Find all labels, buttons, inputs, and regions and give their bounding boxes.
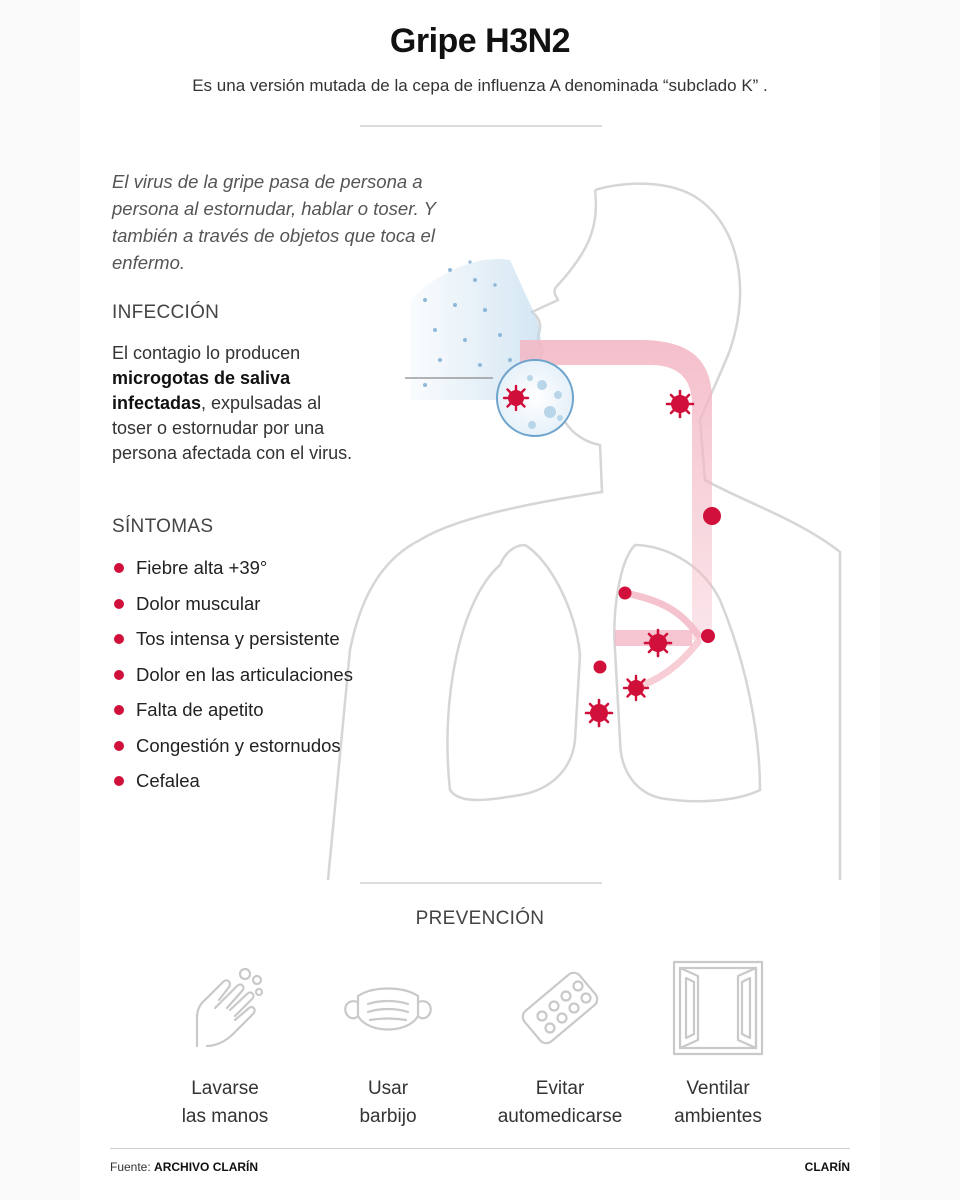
- bullet-dot-icon: [114, 563, 124, 573]
- symptom-item: [112, 697, 353, 733]
- prevention-item-mask: [313, 958, 463, 1131]
- symptom-label: Fiebre alta +39°: [136, 557, 268, 578]
- symptom-label: Cefalea: [136, 770, 200, 791]
- prevencion-heading: PREVENCIÓN: [415, 908, 545, 929]
- prevention-item-window: [643, 958, 793, 1131]
- intro-text: El virus de la gripe pasa de persona a persona al estornudar, hablar o toser. Y también a través de objetos que toca el enfermo.: [112, 171, 436, 273]
- bullet-dot-icon: [114, 705, 124, 715]
- virus-icon: [703, 507, 721, 525]
- sintomas-heading: SÍNTOMAS: [112, 516, 214, 537]
- symptom-label: Dolor en las articulaciones: [136, 663, 353, 685]
- virus-icon: [504, 386, 528, 410]
- virus-icon: [594, 661, 607, 674]
- window-icon: [668, 958, 768, 1058]
- virus-markers: [504, 386, 721, 726]
- bullet-dot-icon: [114, 741, 124, 751]
- symptom-item: [112, 768, 353, 804]
- source-label: Fuente:: [110, 1160, 155, 1174]
- bullet-dot-icon: [114, 634, 124, 644]
- prevention-item-hands: [150, 958, 300, 1131]
- bullet-dot-icon: [114, 776, 124, 786]
- infeccion-text-before: El contagio lo producen: [112, 343, 301, 363]
- divider-bottom: [110, 1148, 850, 1149]
- hand-washing-icon: [175, 958, 275, 1058]
- virus-icon: [586, 700, 612, 726]
- brand-logo: CLARÍN: [804, 1160, 850, 1174]
- symptom-item: [112, 555, 353, 591]
- symptom-item: [112, 733, 353, 769]
- prevention-label: Evitar automedicarse: [497, 1078, 623, 1127]
- symptom-list: [112, 555, 353, 804]
- infeccion-text: [112, 341, 362, 466]
- prevention-item-pills: [485, 958, 635, 1131]
- symptom-item: [112, 662, 353, 698]
- virus-icon: [619, 587, 632, 600]
- symptom-label: Dolor muscular: [136, 592, 261, 614]
- source-value: ARCHIVO CLARÍN: [154, 1160, 259, 1174]
- symptom-item: [112, 591, 353, 627]
- prevention-label: Ventilar ambientes: [674, 1078, 762, 1127]
- page-subtitle: Es una versión mutada de la cepa de influenza A denominada “subclado K” .: [192, 76, 768, 95]
- infeccion-heading: INFECCIÓN: [112, 302, 220, 323]
- bullet-dot-icon: [114, 670, 124, 680]
- divider-middle: [360, 882, 602, 884]
- virus-icon: [701, 629, 715, 643]
- infographic: [80, 0, 880, 1200]
- symptom-label: Falta de apetito: [136, 699, 264, 720]
- virus-icon: [645, 630, 671, 656]
- infeccion-text-bold: microgotas de saliva infectadas: [112, 368, 291, 413]
- symptom-label: Tos intensa y persistente: [136, 628, 340, 649]
- prevention-label: Lavarse las manos: [181, 1078, 269, 1127]
- symptom-item: [112, 626, 353, 662]
- face-mask-icon: [338, 958, 438, 1058]
- pills-icon: [510, 958, 610, 1058]
- prevention-label: Usar barbijo: [359, 1078, 417, 1127]
- virus-icon: [624, 676, 648, 700]
- page-title: Gripe H3N2: [389, 22, 571, 60]
- bullet-dot-icon: [114, 599, 124, 609]
- infeccion-text-after: , expulsadas al toser o estornudar por una persona afectada con el virus.: [112, 393, 353, 463]
- source-credit: [110, 1160, 258, 1174]
- symptom-label: Congestión y estornudos: [136, 734, 341, 756]
- virus-icon: [667, 391, 693, 417]
- body-outline: [328, 184, 840, 880]
